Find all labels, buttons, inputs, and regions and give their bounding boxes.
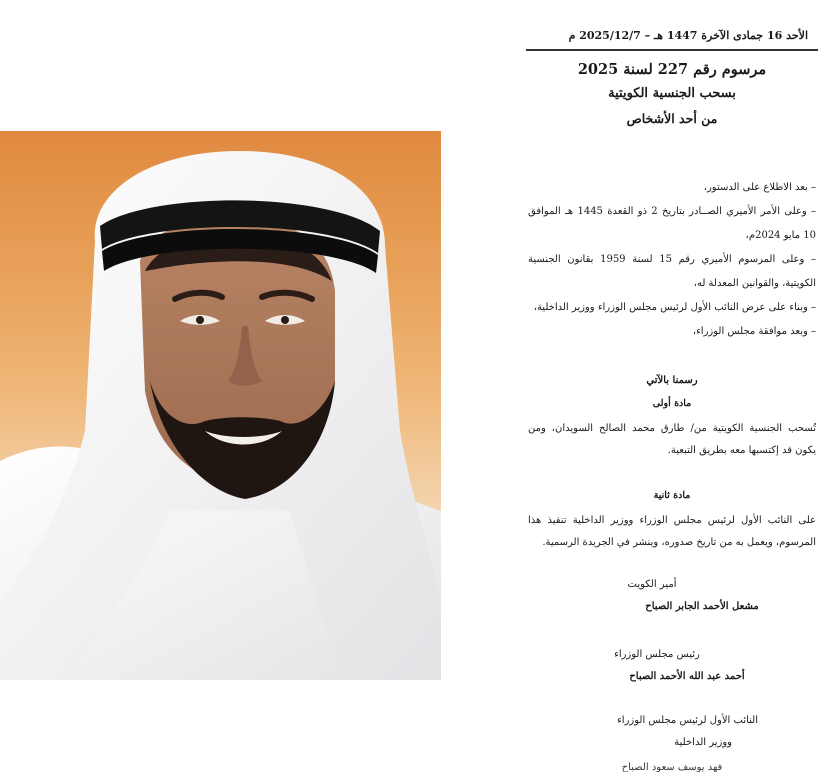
article-1-body: تُسحب الجنسية الكويتية من/ طارق محمد الصالح السويدان، ومن يكون قد إكتسبها معه بطريق التبعية.	[528, 423, 816, 456]
article-1-title: مادة أولى	[652, 398, 692, 409]
signature-emir	[522, 574, 822, 618]
signature-role: رئيس مجلس الوزراء	[614, 649, 700, 660]
signature-name: أحمد عبد الله الأحمد الصباح	[629, 671, 745, 682]
signature-name: مشعل الأحمد الجابر الصباح	[645, 601, 759, 612]
signature-prime-minister	[522, 644, 822, 688]
decree-subtitle-2: من أحد الأشخاص	[626, 111, 718, 126]
signature-role-2: ووزير الداخلية	[674, 737, 732, 748]
preamble-item: – وعلى المرسوم الأميري رقم 15 لسنة 1959 بقانون الجنسية الكويتية، والقوانين المعدلة له،	[528, 254, 816, 289]
portrait-illustration	[0, 131, 441, 680]
header-date: الأحد 16 جمادى الآخرة 1447 هـ – 2025/12/7 م	[568, 29, 808, 42]
preamble-item: – وبناء على عرض النائب الأول لرئيس مجلس الوزراء ووزير الداخلية،	[533, 302, 816, 313]
preamble-item: – بعد الاطلاع على الدستور،	[703, 182, 816, 193]
preamble-item: – وبعد موافقة مجلس الوزراء،	[692, 326, 816, 337]
signature-role: أمير الكويت	[627, 579, 677, 590]
article-2-body: على النائب الأول لرئيس مجلس الوزراء ووزير الداخلية تنفيذ هذا المرسوم، ويعمل به من تاريخ صدوره، وينشر في الجريدة الرسمية.	[528, 515, 816, 548]
decree-title: مرسوم رقم 227 لسنة 2025	[577, 61, 767, 78]
decided-heading: رسمنا بالآتي	[646, 375, 698, 386]
signature-interior-minister	[522, 710, 822, 754]
decree-subtitle: بسحب الجنسية الكويتية	[608, 86, 736, 101]
signature-name-cut: فهد يوسف سعود الصباح	[621, 762, 723, 772]
decree-title-block	[522, 58, 822, 132]
decree-document	[522, 0, 822, 772]
signature-role: النائب الأول لرئيس مجلس الوزراء	[617, 715, 758, 726]
article-2-title: مادة ثانية	[653, 490, 691, 501]
portrait-photo	[0, 131, 441, 680]
header-divider	[526, 49, 818, 51]
preamble-list	[528, 176, 816, 344]
preamble-item: – وعلى الأمر الأميري الصــادر بتاريخ 2 ذو القعدة 1445 هـ الموافق 10 مايو 2024م،	[528, 206, 817, 241]
